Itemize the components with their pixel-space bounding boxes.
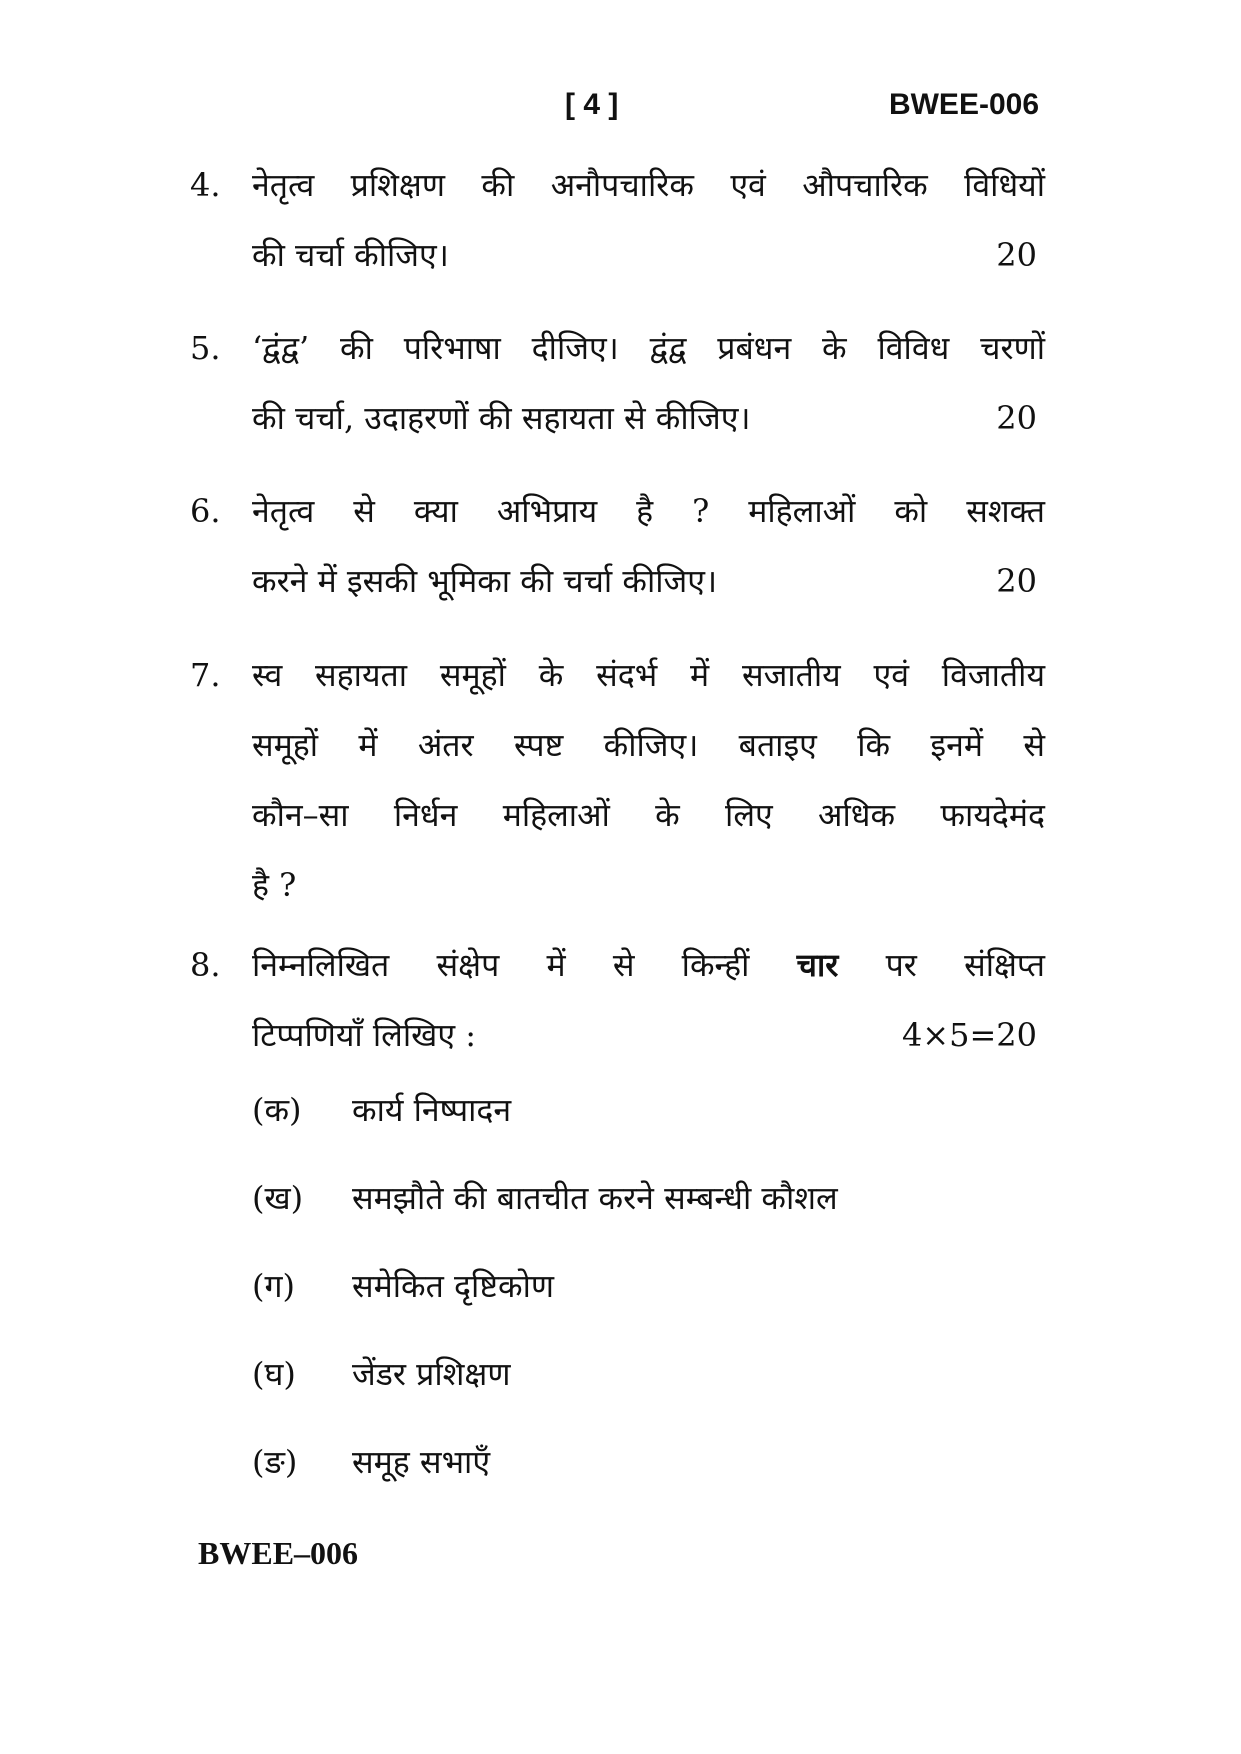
question-line: नेतृत्व से क्या अभिप्राय है ? महिलाओं को सशक्त: [252, 492, 1045, 530]
question-line: कौन–सा निर्धन महिलाओं के लिए अधिक फायदेमंद: [252, 796, 1045, 834]
sub-item: [252, 1256, 554, 1316]
footer-course-code: BWEE–006: [198, 1535, 359, 1571]
sub-item-label: (क): [252, 1091, 302, 1129]
question-text-segment: पर संक्षिप्त: [885, 946, 1046, 984]
sub-item-label: (ग): [252, 1267, 295, 1305]
question-line: स्व सहायता समूहों के संदर्भ में सजातीय एवं विजातीय: [252, 656, 1045, 694]
question-marks: 4×5=20: [901, 1016, 1037, 1054]
sub-item: [252, 1432, 490, 1492]
sub-item-label: (ङ): [252, 1443, 298, 1481]
question-line-last: [252, 220, 1045, 290]
sub-item-text: समझौते की बातचीत करने सम्बन्धी कौशल: [352, 1179, 838, 1217]
emphasis-word: चार: [796, 946, 839, 984]
question-number: 7.: [190, 656, 221, 694]
question-number: 8.: [190, 946, 221, 984]
question-marks: 20: [996, 236, 1037, 274]
question-line: की चर्चा कीजिए।: [252, 236, 449, 274]
sub-item-text: कार्य निष्पादन: [352, 1091, 512, 1129]
question-text: [252, 640, 1045, 920]
question-marks: 20: [996, 399, 1037, 437]
question-text: [252, 930, 1045, 1070]
question-number: 4.: [190, 166, 221, 204]
page-number: [ 4 ]: [565, 88, 619, 121]
sub-item-label: (ख): [252, 1179, 304, 1217]
question-number: 5.: [190, 329, 221, 367]
question-marks: 20: [996, 562, 1037, 600]
question-text: [252, 150, 1045, 290]
question-line: करने में इसकी भूमिका की चर्चा कीजिए।: [252, 562, 718, 600]
question-line: ‘द्वंद्व’ की परिभाषा दीजिए। द्वंद्व प्रबंधन के विविध चरणों: [252, 329, 1045, 367]
sub-item-text: समेकित दृष्टिकोण: [352, 1267, 555, 1305]
question-text: [252, 313, 1045, 453]
question-line: की चर्चा, उदाहरणों की सहायता से कीजिए।: [252, 399, 751, 437]
question-line-last: [252, 383, 1045, 453]
question-line: है ?: [252, 866, 297, 904]
sub-item-text: जेंडर प्रशिक्षण: [352, 1355, 511, 1393]
sub-item-label: (घ): [252, 1355, 296, 1393]
question-line: नेतृत्व प्रशिक्षण की अनौपचारिक एवं औपचारिक विधियों: [252, 166, 1045, 204]
page-header: [0, 88, 1241, 128]
question-line: [252, 930, 1045, 1000]
question-number: 6.: [190, 492, 221, 530]
question-line-last: [252, 546, 1045, 616]
header-course-code: BWEE-006: [888, 88, 1039, 121]
sub-item: [252, 1344, 510, 1404]
sub-item-text: समूह सभाएँ: [352, 1443, 491, 1481]
question-line: समूहों में अंतर स्पष्ट कीजिए। बताइए कि इनमें से: [252, 726, 1045, 764]
sub-item: [252, 1080, 511, 1140]
question-text-segment: निम्नलिखित संक्षेप में से किन्हीं: [252, 946, 750, 984]
question-text: [252, 476, 1045, 616]
question-line-last: [252, 1000, 1045, 1070]
question-line: टिप्पणियाँ लिखिए :: [252, 1016, 476, 1054]
sub-item: [252, 1168, 838, 1228]
